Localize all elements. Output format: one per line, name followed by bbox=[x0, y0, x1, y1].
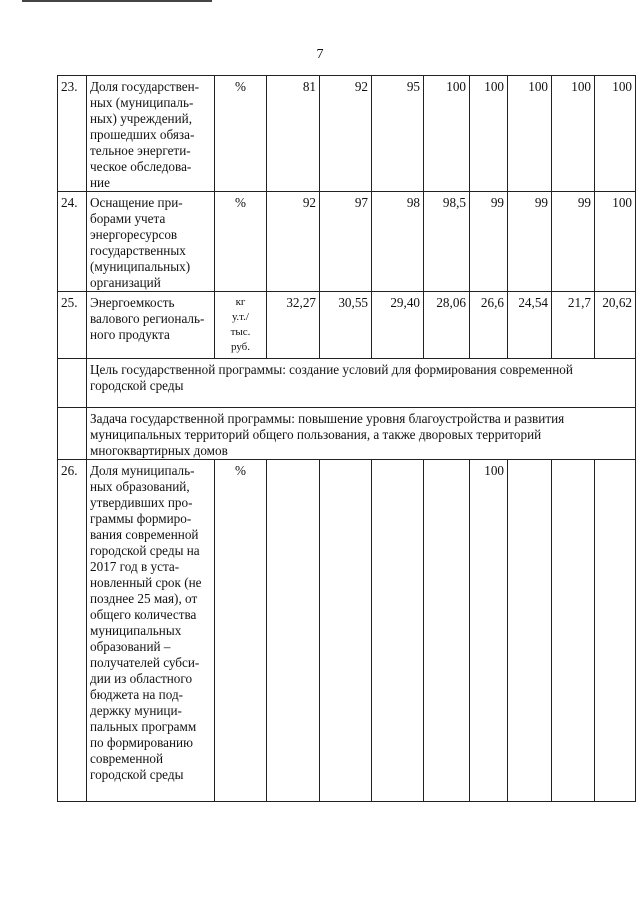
unit-cell: % bbox=[215, 76, 267, 192]
value-cell bbox=[372, 460, 424, 802]
table-body bbox=[58, 76, 636, 802]
value-cell bbox=[552, 460, 595, 802]
value-cell: 99 bbox=[508, 192, 552, 292]
value-cell: 92 bbox=[267, 192, 320, 292]
indicator-name: Энергоемкость валового региональ- ного продукта bbox=[87, 292, 215, 359]
value-cell bbox=[595, 460, 636, 802]
value-cell bbox=[320, 460, 372, 802]
value-cell: 100 bbox=[508, 76, 552, 192]
unit-cell: % bbox=[215, 460, 267, 802]
value-cell: 95 bbox=[372, 76, 424, 192]
value-cell: 29,40 bbox=[372, 292, 424, 359]
value-cell: 26,6 bbox=[470, 292, 508, 359]
value-cell: 20,62 bbox=[595, 292, 636, 359]
value-cell: 99 bbox=[470, 192, 508, 292]
value-cell bbox=[508, 460, 552, 802]
unit-cell: кг у.т./ тыс. руб. bbox=[215, 292, 267, 359]
value-cell: 100 bbox=[470, 76, 508, 192]
goal-text: Цель государственной программы: создание условий для формирования современной городской среды bbox=[87, 359, 636, 408]
task-row bbox=[58, 408, 636, 460]
goal-num-cell bbox=[58, 359, 87, 408]
table-row bbox=[58, 192, 636, 292]
indicator-name: Доля государствен- ных (муниципаль- ных) учреждений, прошедших обяза- тельное энергети- ческое обследова- ние bbox=[87, 76, 215, 192]
row-number: 25. bbox=[58, 292, 87, 359]
value-cell: 28,06 bbox=[424, 292, 470, 359]
value-cell: 99 bbox=[552, 192, 595, 292]
value-cell bbox=[424, 460, 470, 802]
row-number: 23. bbox=[58, 76, 87, 192]
value-cell: 21,7 bbox=[552, 292, 595, 359]
header-rule bbox=[22, 0, 212, 2]
value-cell: 92 bbox=[320, 76, 372, 192]
value-cell: 100 bbox=[552, 76, 595, 192]
task-text: Задача государственной программы: повышение уровня благоустройства и развития муниципальных территорий общего пользования, а также дворовых территорий многоквартирных домов bbox=[87, 408, 636, 460]
value-cell: 81 bbox=[267, 76, 320, 192]
indicator-name: Оснащение при- борами учета энергоресурсов государственных (муниципальных) организаций bbox=[87, 192, 215, 292]
value-cell: 98,5 bbox=[424, 192, 470, 292]
table-row bbox=[58, 460, 636, 802]
value-cell bbox=[267, 460, 320, 802]
table-row bbox=[58, 76, 636, 192]
value-cell: 30,55 bbox=[320, 292, 372, 359]
value-cell: 100 bbox=[470, 460, 508, 802]
unit-cell: % bbox=[215, 192, 267, 292]
row-number: 26. bbox=[58, 460, 87, 802]
table-row bbox=[58, 292, 636, 359]
value-cell: 97 bbox=[320, 192, 372, 292]
indicator-name: Доля муниципаль- ных образований, утвердивших про- граммы формиро- вания современной городской среды на 2017 год в уста- новленный срок (не позднее 25 мая), от общего количества муниципальных образований – получателей субси- дии из областного бюджета на под- держку муници- пальных программ по формированию современной городской среды bbox=[87, 460, 215, 802]
page-number: 7 bbox=[316, 47, 324, 62]
row-number: 24. bbox=[58, 192, 87, 292]
value-cell: 100 bbox=[595, 76, 636, 192]
value-cell: 24,54 bbox=[508, 292, 552, 359]
value-cell: 32,27 bbox=[267, 292, 320, 359]
task-num-cell bbox=[58, 408, 87, 460]
value-cell: 100 bbox=[424, 76, 470, 192]
indicators-table bbox=[57, 75, 636, 802]
goal-row bbox=[58, 359, 636, 408]
value-cell: 98 bbox=[372, 192, 424, 292]
value-cell: 100 bbox=[595, 192, 636, 292]
